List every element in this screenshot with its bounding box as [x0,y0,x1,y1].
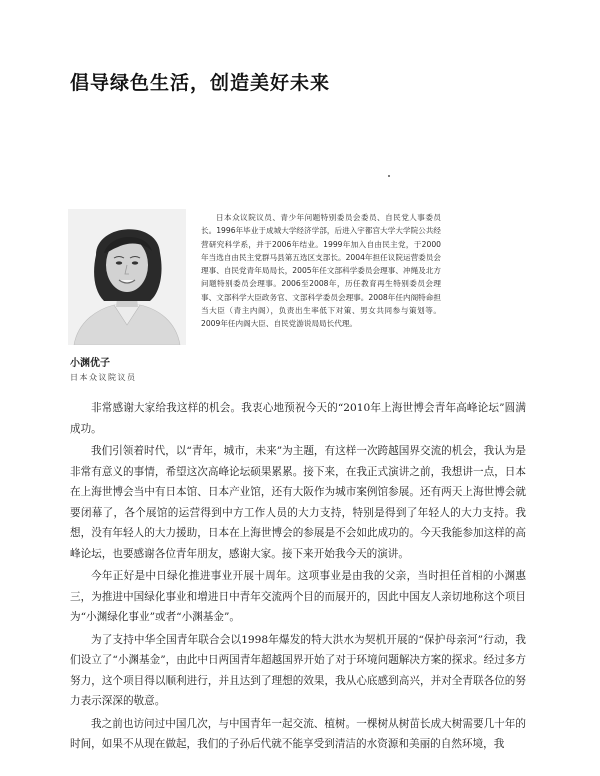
article-title: 倡导绿色生活，创造美好未来 [70,72,331,94]
author-name: 小渊优子 [70,358,110,369]
body-paragraph: 非常感谢大家给我这样的机会。我衷心地预祝今天的“2010年上海世博会青年高峰论坛”圆满成功。 [70,402,526,435]
portrait-illustration [68,209,186,345]
body-paragraph: 今年正好是中日绿化推进事业开展十周年。这项事业是由我的父亲，当时担任首相的小渊惠三，为推进中国绿化事业和增进日中青年交流两个目的而展开的，因此中国友人亲切地称这个项目为“小渊绿化事业”或者“小渊基金”。 [70,570,526,623]
author-bio: 日本众议院议员、青少年问题特别委员会委员、自民党人事委员长。1996年毕业于成城大学经济学部，后进入宇都宫大学大学院公共经营研究科学系，并于2006年结业。1999年加入自由民主党，于2000年当选自由民主党群马县第五选区支部长。2004年担任议院运营委员会理事、自民党青年局局长，2005年任文部科学委员会理事、冲绳及北方问题特别委员会理事。2006至2008年，历任教育再生特别委员会理事、文部科学大臣政务官、文部科学委员会理事。2008年任内阁特命担当大臣（青主内阁），负责出生率低下对策、男女共同参与策划等。2009年任内阁大臣、自民党游说局局长代理。 [201,213,441,329]
body-paragraph: 我们引领着时代，以“青年，城市，未来”为主题，有这样一次跨越国界交流的机会，我认为是非常有意义的事情，希望这次高峰论坛硕果累累。接下来，在我正式演讲之前，我想讲一点，日本在上海世博会当中有日本馆、日本产业馆，还有大阪作为城市案例馆参展。还有两天上海世博会就要闭幕了，各个展馆的运营得到中方工作人员的大力支持，特别是得到了年轻人的大力支持。我想，没有年轻人的大力援助，日本在上海世博会的参展是不会如此成功的。今天我能参加这样的高峰论坛，也要感谢各位青年朋友，感谢大家。接下来开始我今天的演讲。 [70,445,526,560]
body-paragraph: 为了支持中华全国青年联合会以1998年爆发的特大洪水为契机开展的“保护母亲河”行动，我们设立了“小渊基金”，由此中日两国青年超越国界开始了对于环境问题解决方案的探求。经过多方努力，这个项目得以顺利进行，并且达到了理想的效果，我从心底感到高兴，并对全青联各位的努力表示深深的敬意。 [70,633,526,707]
body-paragraph: 我之前也访问过中国几次，与中国青年一起交流、植树。一棵树从树苗长成大树需要几十年的时间，如果不从现在做起，我们的子孙后代就不能享受到清洁的水资源和美丽的自然环境，我 [70,717,526,750]
page-speck [388,175,390,177]
article-body [70,398,526,757]
author-portrait-photo [68,209,186,345]
author-position: 日本众议院议员 [70,373,137,382]
